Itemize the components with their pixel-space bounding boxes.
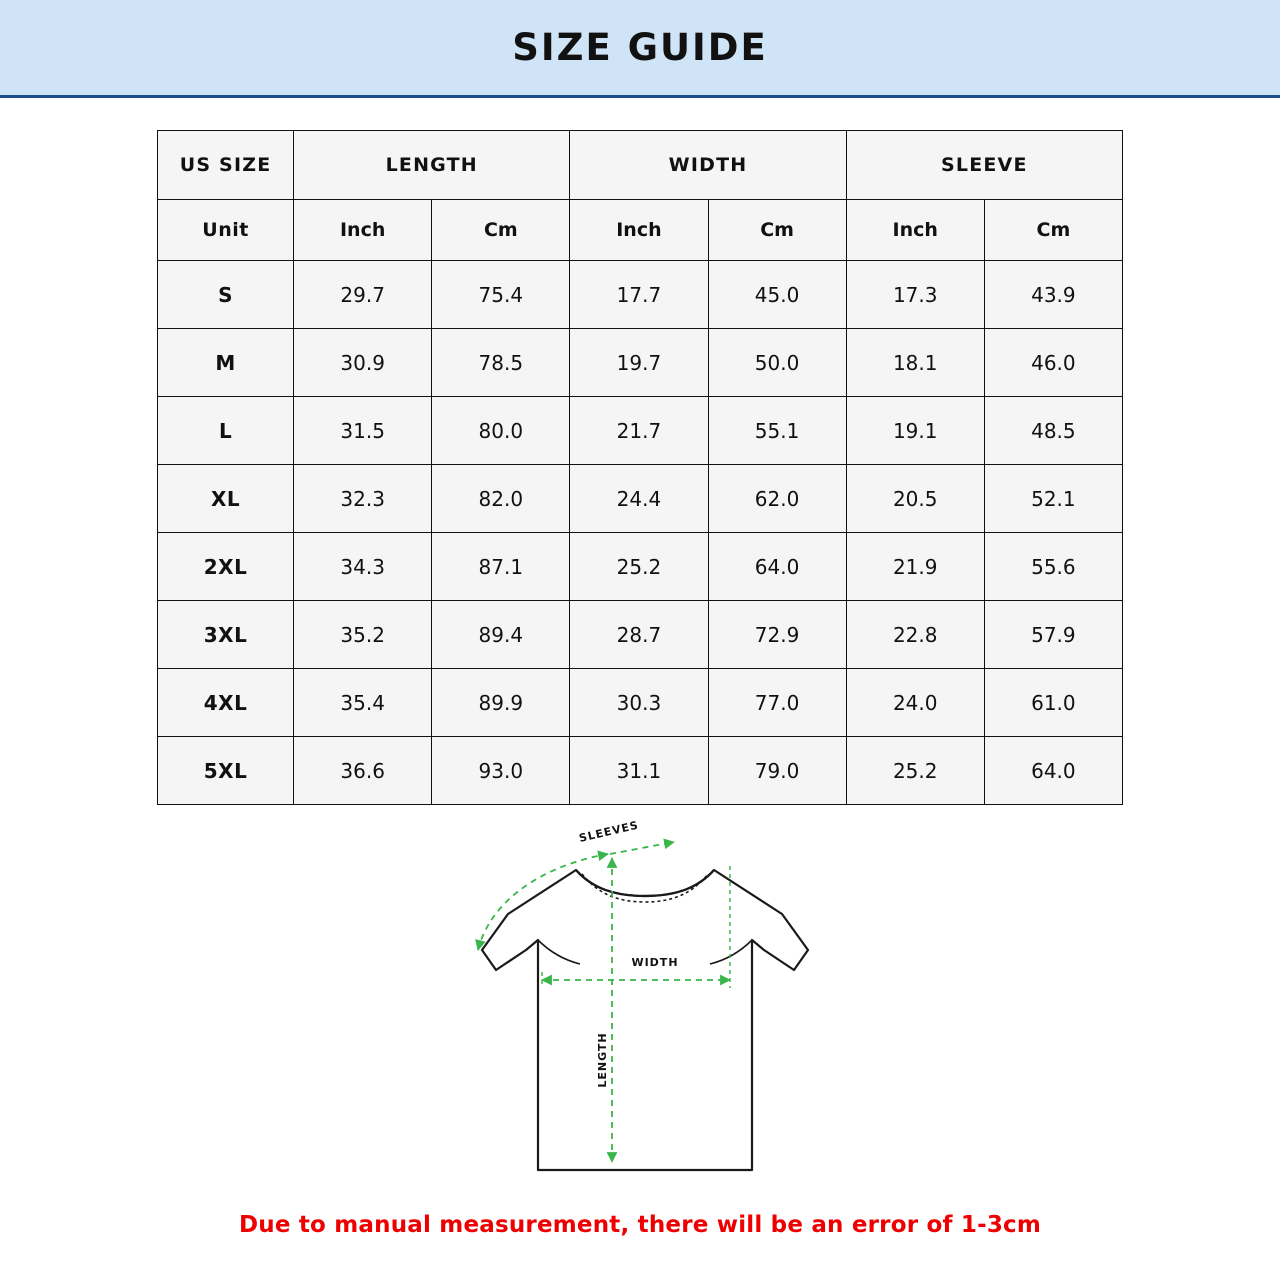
cell-length-cm: 80.0 bbox=[432, 397, 570, 465]
table-row bbox=[158, 737, 1123, 805]
table-group-header-row bbox=[158, 131, 1123, 200]
cell-width-cm: 45.0 bbox=[708, 261, 846, 329]
unit-label: Unit bbox=[158, 200, 294, 261]
cell-size: L bbox=[158, 397, 294, 465]
cell-sleeve-cm: 55.6 bbox=[984, 533, 1122, 601]
cell-sleeve-cm: 43.9 bbox=[984, 261, 1122, 329]
cell-length-inch: 29.7 bbox=[294, 261, 432, 329]
unit-sleeve-inch: Inch bbox=[846, 200, 984, 261]
tshirt-outline-icon bbox=[482, 870, 808, 1170]
header-banner bbox=[0, 0, 1280, 98]
cell-sleeve-inch: 19.1 bbox=[846, 397, 984, 465]
length-label: LENGTH bbox=[596, 1032, 609, 1088]
table-row bbox=[158, 601, 1123, 669]
cell-width-inch: 25.2 bbox=[570, 533, 708, 601]
cell-length-inch: 31.5 bbox=[294, 397, 432, 465]
cell-width-inch: 28.7 bbox=[570, 601, 708, 669]
measurement-diagram bbox=[430, 810, 860, 1200]
cell-width-cm: 55.1 bbox=[708, 397, 846, 465]
cell-length-inch: 30.9 bbox=[294, 329, 432, 397]
sleeves-label: SLEEVES bbox=[577, 818, 641, 845]
table-row bbox=[158, 465, 1123, 533]
cell-width-cm: 72.9 bbox=[708, 601, 846, 669]
cell-length-inch: 32.3 bbox=[294, 465, 432, 533]
unit-width-inch: Inch bbox=[570, 200, 708, 261]
cell-length-cm: 93.0 bbox=[432, 737, 570, 805]
table-row bbox=[158, 669, 1123, 737]
cell-width-cm: 64.0 bbox=[708, 533, 846, 601]
cell-sleeve-inch: 25.2 bbox=[846, 737, 984, 805]
column-header-sleeve: SLEEVE bbox=[846, 131, 1122, 200]
cell-length-cm: 87.1 bbox=[432, 533, 570, 601]
cell-width-cm: 79.0 bbox=[708, 737, 846, 805]
cell-size: M bbox=[158, 329, 294, 397]
cell-length-cm: 89.9 bbox=[432, 669, 570, 737]
measurement-disclaimer: Due to manual measurement, there will be an error of 1-3cm bbox=[238, 1212, 1042, 1238]
column-header-us-size: US SIZE bbox=[158, 131, 294, 200]
unit-length-cm: Cm bbox=[432, 200, 570, 261]
column-header-length: LENGTH bbox=[294, 131, 570, 200]
cell-width-inch: 31.1 bbox=[570, 737, 708, 805]
table-row bbox=[158, 533, 1123, 601]
cell-width-inch: 21.7 bbox=[570, 397, 708, 465]
cell-sleeve-cm: 52.1 bbox=[984, 465, 1122, 533]
cell-width-inch: 24.4 bbox=[570, 465, 708, 533]
cell-sleeve-inch: 24.0 bbox=[846, 669, 984, 737]
cell-sleeve-inch: 20.5 bbox=[846, 465, 984, 533]
cell-length-inch: 36.6 bbox=[294, 737, 432, 805]
cell-size: 4XL bbox=[158, 669, 294, 737]
cell-length-cm: 89.4 bbox=[432, 601, 570, 669]
cell-sleeve-inch: 22.8 bbox=[846, 601, 984, 669]
size-chart-table bbox=[157, 130, 1123, 805]
cell-sleeve-cm: 61.0 bbox=[984, 669, 1122, 737]
cell-size: XL bbox=[158, 465, 294, 533]
cell-width-cm: 50.0 bbox=[708, 329, 846, 397]
cell-length-inch: 34.3 bbox=[294, 533, 432, 601]
cell-width-inch: 30.3 bbox=[570, 669, 708, 737]
cell-width-inch: 17.7 bbox=[570, 261, 708, 329]
cell-sleeve-cm: 64.0 bbox=[984, 737, 1122, 805]
cell-length-inch: 35.4 bbox=[294, 669, 432, 737]
sleeve-measure-extension bbox=[610, 842, 674, 854]
table-row bbox=[158, 397, 1123, 465]
cell-length-inch: 35.2 bbox=[294, 601, 432, 669]
cell-sleeve-inch: 17.3 bbox=[846, 261, 984, 329]
cell-sleeve-inch: 21.9 bbox=[846, 533, 984, 601]
table-row bbox=[158, 329, 1123, 397]
cell-size: 2XL bbox=[158, 533, 294, 601]
cell-sleeve-cm: 48.5 bbox=[984, 397, 1122, 465]
cell-length-cm: 78.5 bbox=[432, 329, 570, 397]
unit-length-inch: Inch bbox=[294, 200, 432, 261]
cell-sleeve-inch: 18.1 bbox=[846, 329, 984, 397]
page-title: SIZE GUIDE bbox=[512, 26, 768, 69]
unit-width-cm: Cm bbox=[708, 200, 846, 261]
cell-sleeve-cm: 57.9 bbox=[984, 601, 1122, 669]
cell-length-cm: 82.0 bbox=[432, 465, 570, 533]
cell-size: 3XL bbox=[158, 601, 294, 669]
cell-width-inch: 19.7 bbox=[570, 329, 708, 397]
column-header-width: WIDTH bbox=[570, 131, 846, 200]
cell-sleeve-cm: 46.0 bbox=[984, 329, 1122, 397]
table-unit-row bbox=[158, 200, 1123, 261]
cell-length-cm: 75.4 bbox=[432, 261, 570, 329]
cell-width-cm: 62.0 bbox=[708, 465, 846, 533]
size-chart-container bbox=[157, 130, 1123, 805]
cell-size: S bbox=[158, 261, 294, 329]
unit-sleeve-cm: Cm bbox=[984, 200, 1122, 261]
width-label: WIDTH bbox=[631, 956, 679, 969]
table-row bbox=[158, 261, 1123, 329]
cell-width-cm: 77.0 bbox=[708, 669, 846, 737]
cell-size: 5XL bbox=[158, 737, 294, 805]
